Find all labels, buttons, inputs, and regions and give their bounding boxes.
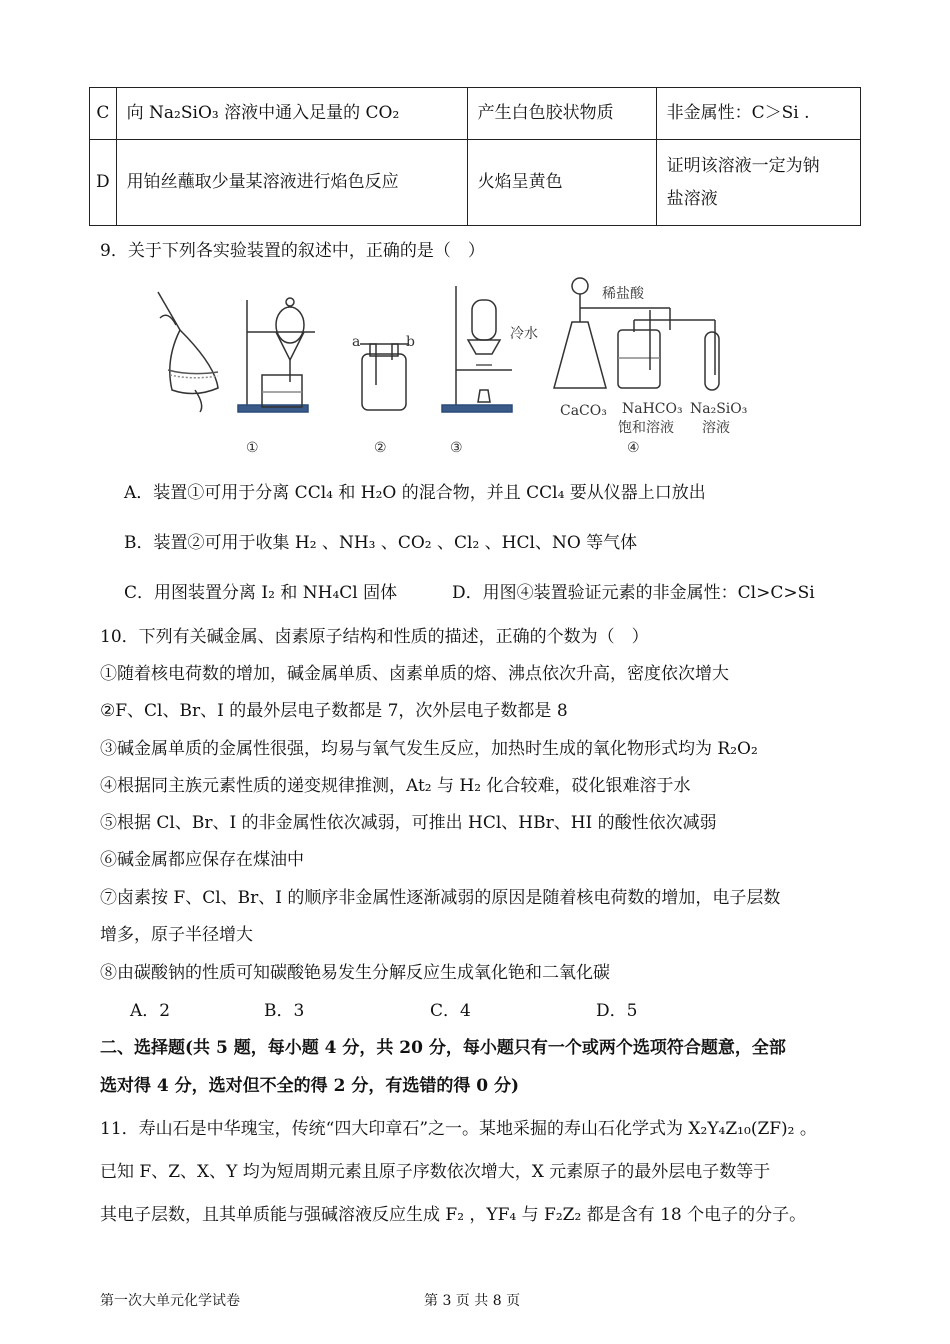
q10-choice: A．2 — [130, 1001, 171, 1021]
label-n2: ② — [374, 440, 387, 456]
row-operation: 向 Na₂SiO₃ 溶液中通入足量的 CO₂ — [116, 88, 467, 140]
q11-line: 其电子层数，且其单质能与强碱溶液反应生成 F₂ ，YF₄ 与 F₂Z₂ 都是含有 18 个电子的分子。 — [100, 1205, 807, 1225]
label-n1: ① — [246, 440, 259, 456]
table-row — [90, 140, 861, 226]
label-na2sio3: Na₂SiO₃ — [690, 401, 748, 417]
q9-apparatus-figure — [140, 270, 760, 460]
row-operation: 用铂丝蘸取少量某溶液进行焰色反应 — [116, 140, 467, 226]
q10-item: ⑦卤素按 F、Cl、Br、I 的顺序非金属性逐渐减弱的原因是随着核电荷数的增加，电子层数 — [100, 888, 781, 908]
row-letter: C — [90, 88, 117, 140]
q10-item: ④根据同主族元素性质的递变规律推测，At₂ 与 H₂ 化合较难，砹化银难溶于水 — [100, 776, 691, 796]
q10-item: ⑥碱金属都应保存在煤油中 — [100, 850, 304, 870]
row-letter: D — [90, 140, 117, 226]
q9-option-d: D．用图④装置验证元素的非金属性：Cl>C>Si — [452, 583, 815, 603]
q10-stem: 10．下列有关碱金属、卤素原子结构和性质的描述，正确的个数为（ ） — [100, 627, 649, 647]
footer-page-number: 第 3 页 共 8 页 — [424, 1293, 521, 1309]
q10-item: 增多，原子半径增大 — [100, 925, 253, 945]
q9-option-a: A．装置①可用于分离 CCl₄ 和 H₂O 的混合物，并且 CCl₄ 要从仪器上口放出 — [124, 483, 706, 503]
label-solution: 溶液 — [702, 420, 730, 436]
q10-choice: B．3 — [264, 1001, 305, 1021]
conclusion-line: 盐溶液 — [666, 188, 718, 209]
funnel-stand — [238, 298, 315, 412]
q9-stem: 9．关于下列各实验装置的叙述中，正确的是（ ） — [100, 241, 485, 261]
q11-line: 11．寿山石是中华瑰宝，传统“四大印章石”之一。某地采掘的寿山石化学式为 X₂Y₄Z₁₀(ZF)₂ 。 — [100, 1119, 817, 1139]
label-nahco3: NaHCO₃ — [622, 401, 683, 417]
label-b: b — [406, 334, 415, 350]
q10-item: ①随着核电荷数的增加，碱金属单质、卤素单质的熔、沸点依次升高，密度依次增大 — [100, 664, 729, 684]
table-row — [90, 88, 861, 140]
section-heading: 选对得 4 分，选对但不全的得 2 分，有选错的得 0 分) — [100, 1076, 520, 1096]
q9-option-c: C．用图装置分离 I₂ 和 NH₄Cl 固体 — [124, 583, 398, 603]
sublimation-apparatus — [442, 286, 512, 412]
separatory-funnel-hand — [158, 292, 218, 412]
section-heading: 二、选择题(共 5 题，每小题 4 分，共 20 分，每小题只有一个或两个选项符合题意，全部 — [100, 1038, 786, 1058]
label-dilute-hcl: 稀盐酸 — [602, 286, 644, 302]
label-caco3: CaCO₃ — [560, 403, 607, 419]
row-phenomenon: 产生白色胶状物质 — [467, 88, 656, 140]
row-phenomenon: 火焰呈黄色 — [467, 140, 656, 226]
q10-choice: D．5 — [596, 1001, 638, 1021]
options-table — [89, 87, 861, 226]
q10-item: ⑧由碳酸钠的性质可知碳酸铯易发生分解反应生成氧化铯和二氧化碳 — [100, 963, 610, 983]
footer-title: 第一次大单元化学试卷 — [100, 1293, 240, 1309]
label-cold-water: 冷水 — [510, 326, 538, 342]
q9-option-b: B．装置②可用于收集 H₂ 、NH₃ 、CO₂ 、Cl₂ 、HCl、NO 等气体 — [124, 533, 638, 553]
gas-collecting-bottle — [360, 344, 408, 410]
q10-item: ③碱金属单质的金属性很强，均易与氧气发生反应，加热时生成的氧化物形式均为 R₂O₂ — [100, 739, 758, 759]
label-n4: ④ — [627, 440, 640, 456]
label-saturated: 饱和溶液 — [618, 420, 674, 436]
row-conclusion: 非金属性：C＞Si . — [656, 88, 860, 140]
q10-item: ②F、Cl、Br、I 的最外层电子数都是 7，次外层电子数都是 8 — [100, 701, 568, 721]
q11-line: 已知 F、Z、X、Y 均为短周期元素且原子序数依次增大，X 元素原子的最外层电子数等于 — [100, 1162, 771, 1182]
q10-choice: C．4 — [430, 1001, 471, 1021]
label-n3: ③ — [450, 440, 463, 456]
conclusion-line: 证明该溶液一定为钠 — [666, 156, 820, 177]
label-a: a — [352, 334, 361, 350]
q10-item: ⑤根据 Cl、Br、I 的非金属性依次减弱，可推出 HCl、HBr、HI 的酸性依次减弱 — [100, 813, 717, 833]
row-conclusion — [656, 140, 860, 226]
